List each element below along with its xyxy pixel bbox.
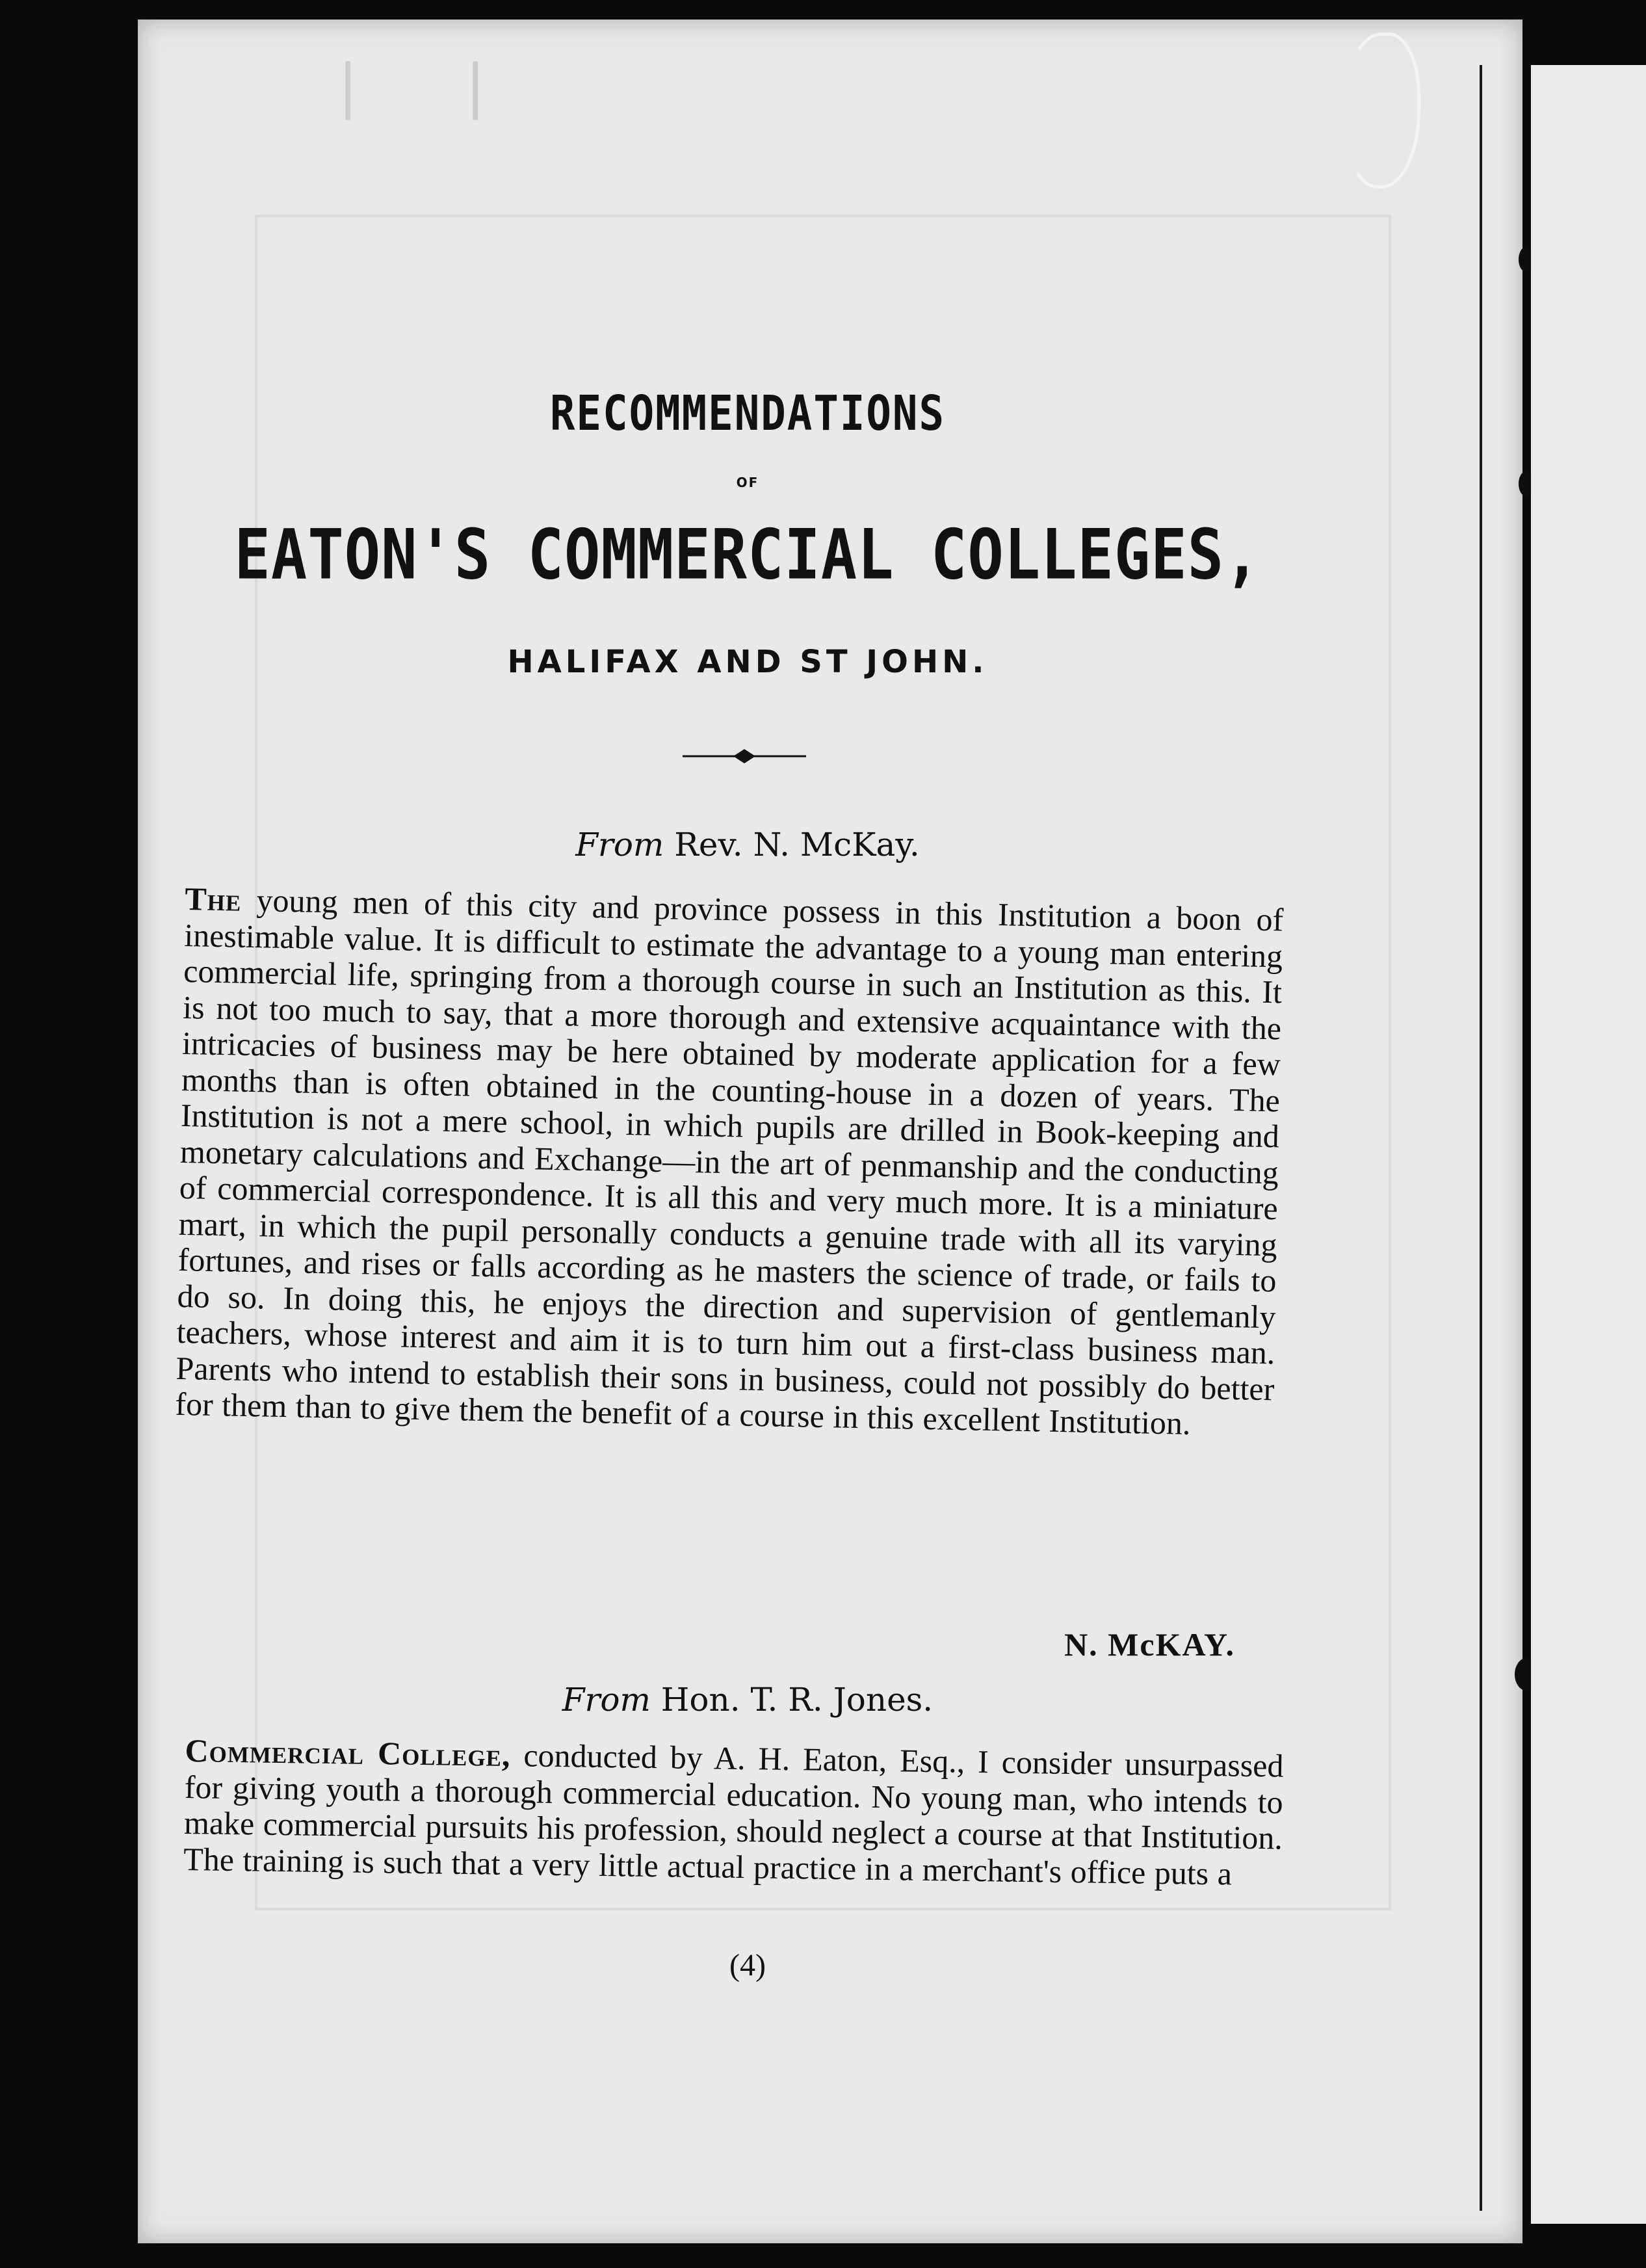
from-word: From xyxy=(575,826,664,864)
document-title: RECOMMENDATIONS xyxy=(550,386,945,442)
letter-heading xyxy=(0,826,1495,864)
letter-heading xyxy=(0,1681,1495,1719)
author-name: Hon. T. R. Jones. xyxy=(660,1681,934,1719)
lead-word: The xyxy=(184,880,242,918)
college-locations: HALIFAX AND ST JOHN. xyxy=(507,644,988,680)
title-connector: OF xyxy=(736,475,759,490)
author-name: Rev. N. McKay. xyxy=(674,826,920,864)
lead-word: Commercial College, xyxy=(185,1732,511,1773)
adjacent-page xyxy=(1531,65,1646,2224)
letter-signature: N. McKAY. xyxy=(1064,1626,1235,1663)
page-number: (4) xyxy=(729,1948,766,1983)
page-corner-curl xyxy=(1342,33,1420,189)
college-name: EATON'S COMMERCIAL COLLEGES, xyxy=(234,514,1261,596)
from-word: From xyxy=(562,1681,651,1719)
pencil-mark: | | xyxy=(338,52,499,120)
letter-text: conducted by A. H. Eaton, Esq., I consider unsurpassed for giving youth a thorough commercial education. No young man, who intends to make commercial pursuits his profession, should neglect a course at that Institution. The training is such that a very little actual practice in a merchant's office puts a xyxy=(183,1736,1284,1892)
letter-text: young men of this city and province possess in this Institution a boon of inestimable value. It is difficult to estimate the advantage to a young man entering commercial life, springing from a thorough course in such an Institution as this. It is not too much to say, that a more thorough and extensive acquaintance with the intricacies of business may be here obtained by moderate application for a few months than is often obtained in the counting-house in a dozen of years. The Institution is not a mere school, in which pupils are drilled in Book-keeping and monetary calculations and Exchange—in the art of penmanship and the conducting of commercial correspondence. It is all this and very much more. It is a miniature mart, in which the pupil personally conducts a genuine trade with all its varying fortunes, and rises or falls according as he masters the science of trade, or fails to do so. In doing this, he enjoys the direction and supervision of gentlemanly teachers, whose interest and aim it is to turn him out a first-class business man. Parents who intend to establish their sons in business, could not possibly do better for them than to give them the benefit of a course in this excellent Institution. xyxy=(175,881,1284,1442)
letter-body xyxy=(175,881,1284,1444)
letter-body xyxy=(183,1733,1284,1893)
divider-ornament xyxy=(683,746,806,766)
